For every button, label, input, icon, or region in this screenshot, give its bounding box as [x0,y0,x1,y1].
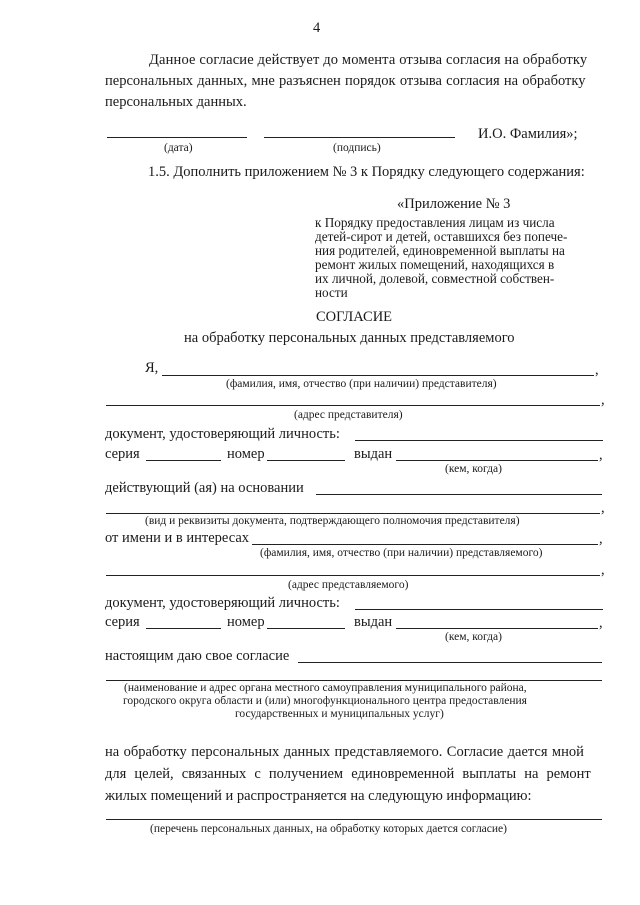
appendix-line-2: детей-сирот и детей, оставшихся без попече- [315,229,568,244]
representative-name-line[interactable] [162,375,594,376]
organ-caption-line-3: государственных и муниципальных услуг) [235,708,444,720]
intro-line-1: Данное согласие действует до момента отзыва согласия на обработку [149,52,588,68]
closing-line-1: на обработку персональных данных представляемого. Согласие дается мной [105,744,584,760]
number-label: номер [227,614,265,630]
comma: , [599,447,603,463]
comma: , [595,362,599,378]
closing-line-2: для целей, связанных с получением единовременной выплаты на ремонт [105,766,591,782]
issued-caption: (кем, когда) [445,463,502,475]
consent-title: СОГЛАСИЕ [316,309,393,325]
signature-caption: (подпись) [333,142,381,154]
organ-caption-line-1: (наименование и адрес органа местного самоуправления муниципального района, [124,682,527,694]
representative-number-line[interactable] [267,460,345,461]
on-behalf-label: от имени и в интересах [105,530,250,546]
consent-recipient-line[interactable] [298,662,602,663]
representative-address-line[interactable] [106,405,600,406]
issued-label: выдан [354,614,393,630]
represented-address-line[interactable] [106,575,600,576]
representative-name-caption: (фамилия, имя, отчество (при наличии) представителя) [226,378,497,390]
representative-issued-line[interactable] [396,460,598,461]
date-line [107,137,247,138]
clause-text: 1.5. Дополнить приложением № 3 к Порядку следующего содержания: [148,164,585,180]
represented-series-line[interactable] [146,628,221,629]
comma: , [601,392,605,408]
represented-name-line[interactable] [252,544,598,545]
acting-basis-label: действующий (ая) на основании [105,480,304,496]
represented-issued-line[interactable] [396,628,598,629]
closing-line-3: жилых помещений и распространяется на следующую информацию: [105,788,532,804]
page-number: 4 [313,20,321,36]
comma: , [601,562,605,578]
id-document-label: документ, удостоверяющий личность: [105,595,340,611]
appendix-line-3: ния родителей, единовременной выплаты на [315,243,565,258]
consent-subtitle: на обработку персональных данных представляемого [184,330,515,346]
comma: , [599,531,603,547]
issued-label: выдан [354,446,393,462]
organ-caption-line-2: городского округа области и (или) многофункционального центра предоставления [123,695,527,707]
personal-data-list-caption: (перечень персональных данных, на обработку которых дается согласие) [150,823,507,835]
appendix-line-1: к Порядку предоставления лицам из числа [315,215,555,230]
comma: , [601,500,605,516]
series-label: серия [105,446,140,462]
represented-id-document-line[interactable] [355,609,603,610]
representative-address-caption: (адрес представителя) [294,409,403,421]
consent-given-label: настоящим даю свое согласие [105,648,290,664]
intro-line-3: персональных данных. [105,94,247,110]
appendix-line-5: их личной, долевой, совместной собствен- [315,271,555,286]
id-document-label: документ, удостоверяющий личность: [105,426,340,442]
signer-name: И.О. Фамилия»; [478,126,578,142]
appendix-title: «Приложение № 3 [397,196,511,212]
i-label: Я, [145,360,159,376]
represented-address-caption: (адрес представляемого) [288,579,409,591]
appendix-line-6: ности [315,285,348,300]
representative-series-line[interactable] [146,460,221,461]
represented-number-line[interactable] [267,628,345,629]
authority-document-line[interactable] [106,513,600,514]
organ-name-line[interactable] [106,680,602,681]
comma: , [599,615,603,631]
series-label: серия [105,614,140,630]
intro-line-2: персональных данных, мне разъяснен порядок отзыва согласия на обработку [105,73,586,89]
authority-document-caption: (вид и реквизиты документа, подтверждающего полномочия представителя) [145,515,520,527]
appendix-line-4: ремонт жилых помещений, находящихся в [315,257,555,272]
representative-id-document-line[interactable] [355,440,603,441]
personal-data-list-line[interactable] [106,819,602,820]
date-caption: (дата) [164,142,193,154]
issued-caption: (кем, когда) [445,631,502,643]
acting-basis-line[interactable] [316,494,602,495]
number-label: номер [227,446,265,462]
signature-line [264,137,455,138]
represented-name-caption: (фамилия, имя, отчество (при наличии) представляемого) [260,547,543,559]
